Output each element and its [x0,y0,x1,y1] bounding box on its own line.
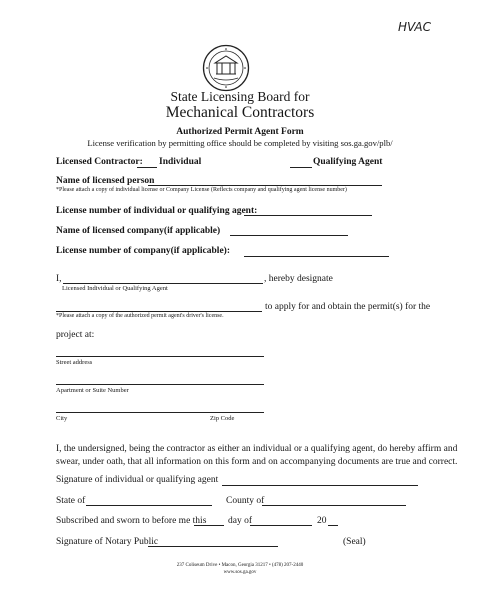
designating-individual-caption: Licensed Individual or Qualifying Agent [62,285,168,292]
individual-license-number-label: License number of individual or qualifying agent: [56,206,258,216]
sworn-day-field[interactable] [194,525,224,526]
individual-license-number-field[interactable] [244,215,372,216]
notary-signature-field[interactable] [148,546,278,547]
sworn-prefix: Subscribed and sworn to before me this [56,516,207,526]
attach-license-note: *Please attach a copy of the authorized permit agent's driver's license. [56,313,224,319]
apartment-field[interactable] [56,384,264,385]
state-label: State of [56,496,86,506]
affirmation-line1: I, the undersigned, being the contractor as either an individual or a qualifying agent, do hereby affirm and [56,444,458,454]
company-license-number-label: License number of company(if applicable): [56,246,230,256]
individual-option-label: Individual [159,157,202,167]
qualifying-agent-option-label: Qualifying Agent [313,157,383,167]
notary-seal-label: (Seal) [343,537,366,547]
city-zip-field[interactable] [56,412,264,413]
footer-website[interactable]: www.sos.ga.gov [223,570,257,575]
licensed-person-note: *Please attach a copy of individual license or Company License (Reflects company and qualifying agent license number) [56,187,347,193]
city-caption: City [56,415,68,422]
org-name-line2: Mechanical Contractors [165,104,315,121]
project-at-label: project at: [56,330,95,340]
contractor-signature-field[interactable] [222,485,418,486]
company-license-number-field[interactable] [244,256,389,257]
designation-prefix: I, [56,274,62,284]
footer-address: 237 Coliseum Drive • Macon, Georgia 31217 • (478) 207-2440 [176,563,304,568]
contractor-signature-label: Signature of individual or qualifying agent [56,475,219,485]
handwritten-note: HVAC [398,20,432,34]
licensed-person-field[interactable] [148,185,382,186]
qualifying-agent-checkbox-line[interactable] [290,167,312,168]
sworn-month-field[interactable] [250,525,312,526]
individual-checkbox-line[interactable] [137,167,157,168]
county-label: County of [226,496,265,506]
affirmation-line2: swear, under oath, that all information on this form and on accompanying documents are true and correct. [56,457,458,467]
sworn-year-field[interactable] [328,525,338,526]
licensed-contractor-label: Licensed Contractor: [56,157,143,167]
sworn-year-prefix: 20 [317,516,327,526]
form-title: Authorized Permit Agent Form [176,127,304,137]
company-name-label: Name of licensed company(if applicable) [56,226,221,236]
licensed-person-label: Name of licensed person [56,176,155,186]
designating-individual-field[interactable] [63,283,263,284]
permit-agent-name-field[interactable] [56,311,262,312]
designation-suffix: , hereby designate [264,274,333,284]
street-address-field[interactable] [56,356,264,357]
notary-signature-label: Signature of Notary Public [56,537,159,547]
apply-text: to apply for and obtain the permit(s) for the [265,302,431,312]
state-seal-icon [202,44,250,92]
county-field[interactable] [262,505,406,506]
company-name-field[interactable] [230,235,348,236]
state-field[interactable] [86,505,212,506]
street-address-caption: Street address [56,359,93,366]
org-name-line1: State Licensing Board for [170,89,310,104]
form-subtitle: License verification by permitting office should be completed by visiting sos.ga.gov/plb/ [87,138,393,148]
zip-caption: Zip Code [210,415,235,422]
sworn-day-of-label: day of [228,516,253,526]
apartment-caption: Apartment or Suite Number [56,387,129,394]
